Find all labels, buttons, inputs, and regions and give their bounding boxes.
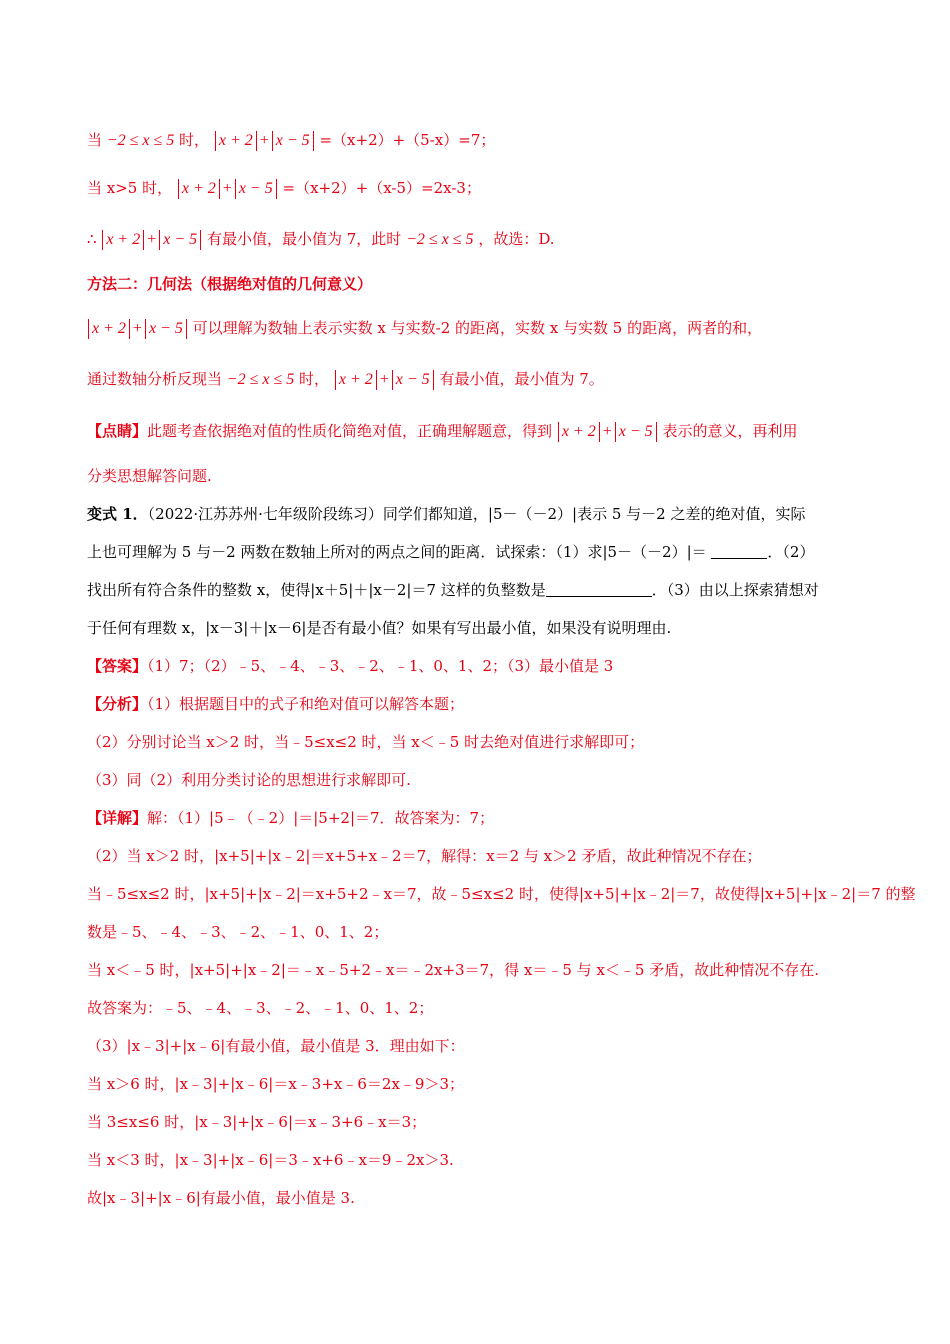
detail-line: 当 3≤x≤6 时，|x﹣3|+|x﹣6|＝x﹣3+6﹣x＝3； xyxy=(87,1113,427,1131)
math-condition: −2 ≤ x ≤ 5 xyxy=(406,231,474,248)
detail-tag: 【详解】 xyxy=(87,809,148,827)
abs-expression: x + 2 xyxy=(102,230,144,250)
abs-expression: x + 2 xyxy=(88,319,130,339)
solution-line-case-middle xyxy=(87,129,495,152)
text-segment: 当 x>5 时， xyxy=(87,179,173,197)
text-segment: 表示的意义，再利用 xyxy=(662,422,798,440)
method-two-heading: 方法二：几何法（根据绝对值的几何意义） xyxy=(87,275,373,293)
solution-conclusion-line xyxy=(87,228,555,251)
variant-question-line xyxy=(87,579,819,601)
text-segment: ，故选：D. xyxy=(478,230,555,248)
remark-line-continued: 分类思想解答问题. xyxy=(87,467,212,485)
math-condition: −2 ≤ x ≤ 5 xyxy=(106,132,175,149)
text-segment: （2022·江苏苏州·七年级阶段练习）同学们都知道，|5－（－2）|表示 5 与－2 之差的绝对值，实际 xyxy=(147,505,806,523)
text-segment: （1）7；（2）﹣5、﹣4、﹣3、﹣2、﹣1、0、1、2；（3）最小值是 3 xyxy=(147,657,614,675)
text-segment: =（x+2）+（5-x）=7； xyxy=(319,131,496,149)
abs-expression: x + 2 xyxy=(335,370,377,390)
solution-line-case-right xyxy=(87,177,481,200)
text-segment: 时， xyxy=(179,131,210,149)
plus-sign: + xyxy=(379,371,389,388)
plus-sign: + xyxy=(602,423,612,440)
math-condition: −2 ≤ x ≤ 5 xyxy=(226,371,295,388)
text-segment: （1）根据题目中的式子和绝对值可以解答本题； xyxy=(147,695,465,713)
detail-line: 当 x＜3 时，|x﹣3|+|x﹣6|＝3﹣x+6﹣x＝9﹣2x＞3. xyxy=(87,1151,454,1169)
text-segment: 解：（1）|5﹣（﹣2）|＝|5+2|＝7．故答案为：7； xyxy=(147,809,495,827)
text-segment: ．（3）由以上探索猜想对 xyxy=(651,581,819,599)
abs-expression: x + 2 xyxy=(178,179,220,199)
detail-line: 故答案为：﹣5、﹣4、﹣3、﹣2、﹣1、0、1、2； xyxy=(87,999,434,1017)
detail-line xyxy=(87,807,494,829)
text-segment: 此题考查依据绝对值的性质化简绝对值，正确理解题意，得到 xyxy=(147,422,553,440)
answer-blank xyxy=(546,580,652,597)
variant-question-line: 于任何有理数 x，|x－3|＋|x－6|是否有最小值？如果有写出最小值，如果没有说明理由. xyxy=(87,619,672,637)
text-segment: =（x+2）+（x-5）=2x-3； xyxy=(282,179,481,197)
abs-expression: x − 5 xyxy=(159,230,201,250)
detail-line: 当 x＜﹣5 时，|x+5|+|x﹣2|＝﹣x﹣5+2﹣x＝﹣2x+3＝7，得 x＝﹣5 与 x＜﹣5 矛盾，故此种情况不存在. xyxy=(87,961,819,979)
remark-tag: 【点睛】 xyxy=(87,422,148,440)
text-segment: 通过数轴分析反现当 xyxy=(87,370,223,388)
answer-line xyxy=(87,655,613,677)
analysis-line xyxy=(87,693,464,715)
detail-line: 当 x＞6 时，|x﹣3|+|x﹣6|＝x﹣3+x﹣6＝2x﹣9＞3； xyxy=(87,1075,464,1093)
analysis-line: （2）分别讨论当 x＞2 时，当﹣5≤x≤2 时，当 x＜﹣5 时去绝对值进行求解即可； xyxy=(87,733,645,751)
detail-line: 当﹣5≤x≤2 时，|x+5|+|x﹣2|＝x+5+2﹣x＝7，故﹣5≤x≤2 时，使得|x+5|+|x﹣2|＝7，故使得|x+5|+|x﹣2|＝7 的整 xyxy=(87,885,916,903)
method-two-result xyxy=(87,368,604,391)
variant-question-line xyxy=(87,541,814,563)
abs-expression: x − 5 xyxy=(235,179,277,199)
variant-question-line xyxy=(87,503,805,525)
abs-expression: x − 5 xyxy=(145,319,187,339)
abs-expression: x − 5 xyxy=(392,370,434,390)
text-segment: 有最小值，最小值为 7。 xyxy=(439,370,604,388)
abs-expression: x − 5 xyxy=(615,422,657,442)
detail-line: （3）|x﹣3|+|x﹣6|有最小值，最小值是 3．理由如下： xyxy=(87,1037,465,1055)
method-two-explanation xyxy=(87,317,762,340)
plus-sign: + xyxy=(147,231,157,248)
text-segment: 有最小值，最小值为 7，此时 xyxy=(206,230,402,248)
answer-blank xyxy=(711,542,767,559)
abs-expression: x − 5 xyxy=(272,131,314,151)
variant-label: 变式 1． xyxy=(87,505,148,523)
analysis-tag: 【分析】 xyxy=(87,695,148,713)
text-segment: 找出所有符合条件的整数 x，使得|x＋5|＋|x－2|＝7 这样的负整数是 xyxy=(87,581,546,599)
text-segment: 上也可理解为 5 与－2 两数在数轴上所对的两点之间的距离．试探索：（1）求|5－（－2）|＝ xyxy=(87,543,707,561)
detail-line: （2）当 x＞2 时，|x+5|+|x﹣2|＝x+5+x﹣2＝7，解得：x＝2 与 x＞2 矛盾，故此种情况不存在； xyxy=(87,847,762,865)
remark-line xyxy=(87,420,797,443)
therefore-symbol: ∴ xyxy=(87,230,97,248)
plus-sign: + xyxy=(132,320,142,337)
abs-expression: x + 2 xyxy=(558,422,600,442)
text-segment: 当 xyxy=(87,131,103,149)
text-segment: 时， xyxy=(299,370,330,388)
plus-sign: + xyxy=(259,132,269,149)
text-segment: 可以理解为数轴上表示实数 x 与实数-2 的距离，实数 x 与实数 5 的距离，两者的和， xyxy=(192,319,763,337)
answer-tag: 【答案】 xyxy=(87,657,148,675)
detail-line: 故|x﹣3|+|x﹣6|有最小值，最小值是 3. xyxy=(87,1189,355,1207)
text-segment: ．（2） xyxy=(767,543,815,561)
detail-line: 数是﹣5、﹣4、﹣3、﹣2、﹣1、0、1、2； xyxy=(87,923,389,941)
plus-sign: + xyxy=(222,180,232,197)
analysis-line: （3）同（2）利用分类讨论的思想进行求解即可. xyxy=(87,771,411,789)
abs-expression: x + 2 xyxy=(215,131,257,151)
